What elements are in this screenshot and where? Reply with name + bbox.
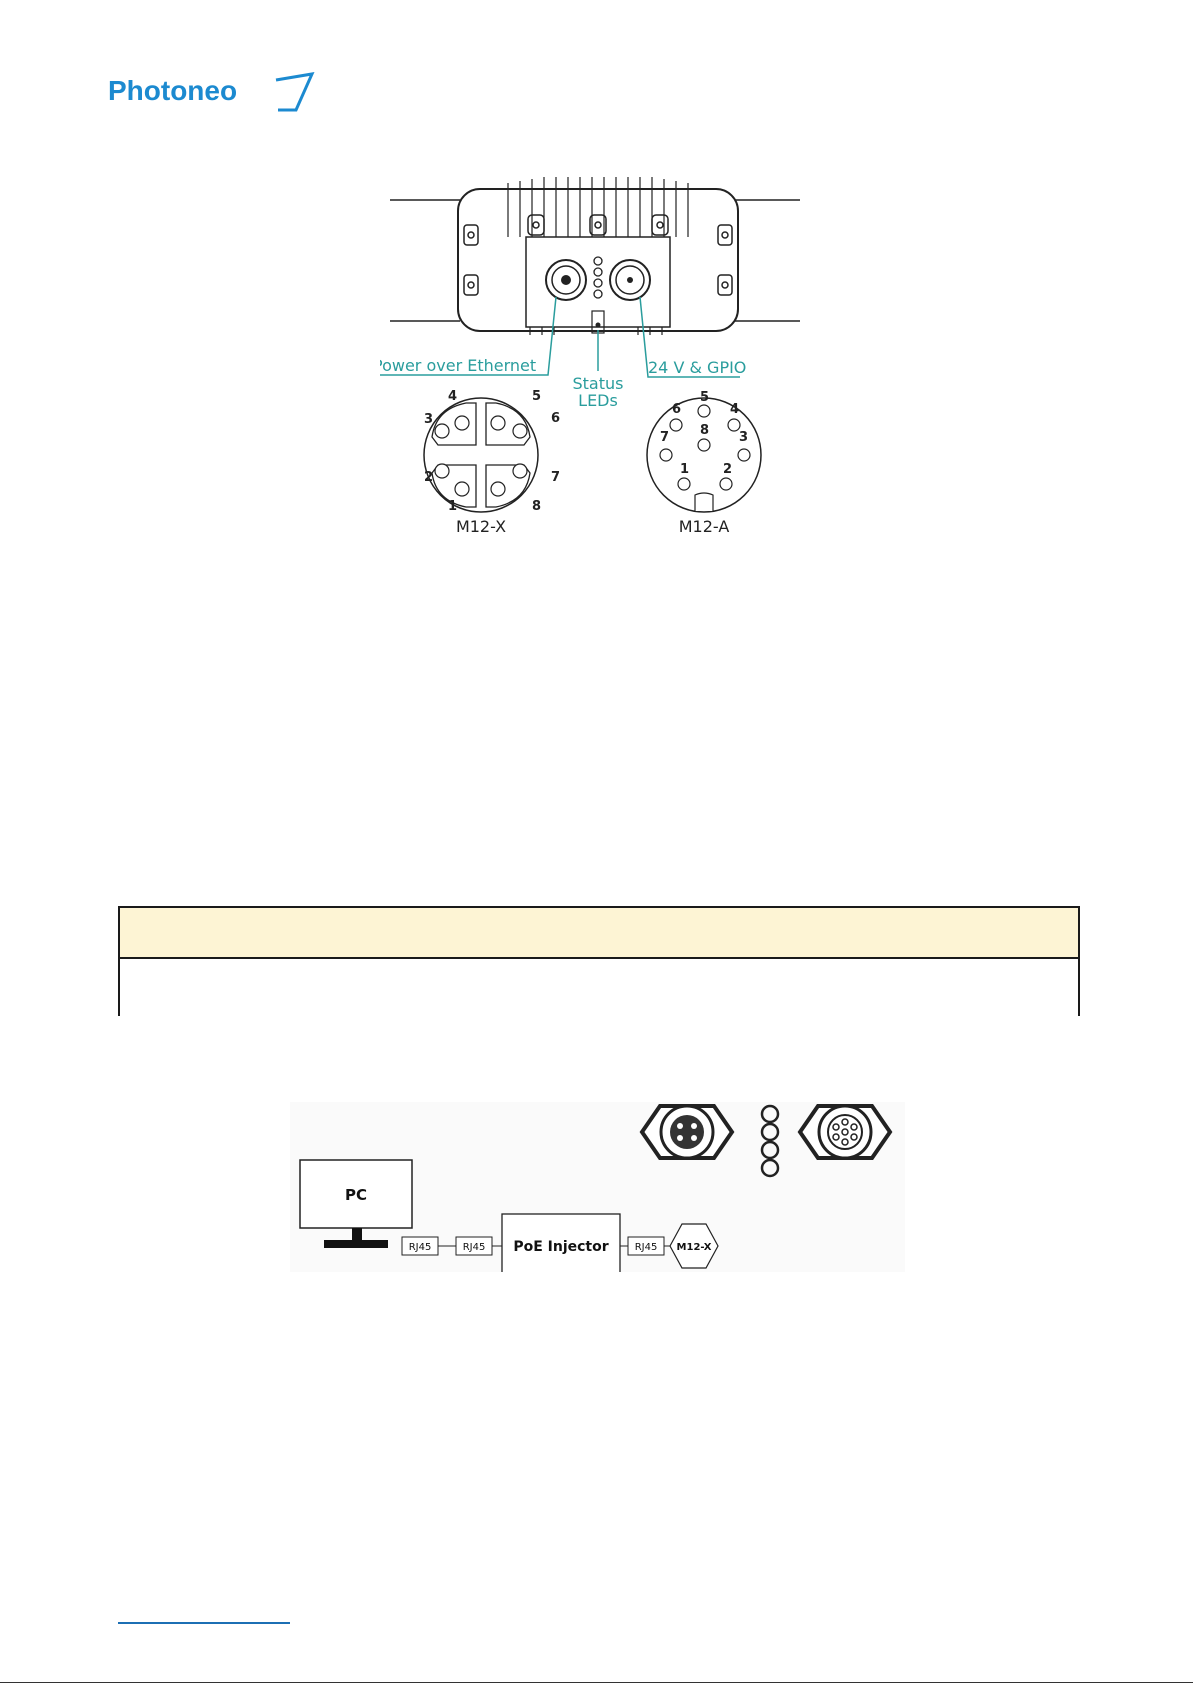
page-bottom-rule [0, 1682, 1193, 1683]
gpio-connector [610, 260, 650, 300]
m12x-pin-7: 7 [551, 470, 561, 485]
m12x-pin-4: 4 [448, 389, 458, 404]
m12x-pin-5: 5 [532, 389, 542, 404]
rj45-label-injector-out: RJ45 [634, 1242, 658, 1253]
gpio-label: 24 V & GPIO [648, 358, 747, 377]
logo-mark-icon [276, 74, 312, 110]
m12a-pin-3: 3 [739, 430, 749, 445]
note-box [118, 906, 1080, 1016]
m12x-pin-1: 1 [448, 499, 458, 514]
m12a-pinout-diagram [647, 390, 761, 536]
m12a-pin-1: 1 [680, 462, 690, 477]
rj45-label-pc: RJ45 [408, 1242, 432, 1253]
status-label-line2: LEDs [578, 391, 618, 410]
poe-injector-label: PoE Injector [513, 1239, 609, 1255]
m12a-pin-2: 2 [723, 462, 733, 477]
m12x-caption: M12-X [455, 517, 507, 536]
status-label-line1: Status [572, 374, 624, 393]
poe-label: Power over Ethernet [380, 356, 537, 375]
m12a-pin-4: 4 [730, 402, 740, 417]
m12x-pin-2: 2 [424, 470, 434, 485]
m12x-pin-3: 3 [424, 412, 434, 427]
m12x-pin-8: 8 [532, 499, 542, 514]
m12a-pin-8: 8 [700, 423, 710, 438]
m12a-pin-5: 5 [700, 390, 710, 405]
poe-connector [546, 260, 586, 300]
m12x-pin-6: 6 [551, 411, 561, 426]
logo-text: Photoneo [108, 75, 238, 106]
photoneo-logo [108, 70, 318, 116]
m12a-pin-7: 7 [660, 430, 670, 445]
note-body [120, 959, 1078, 1016]
connector-panel-figure [380, 175, 820, 550]
m12x-hex-label: M12-X [676, 1242, 712, 1253]
footer-link-underline[interactable] [118, 1622, 290, 1624]
wiring-diagram-figure [290, 1102, 905, 1272]
pc-label: PC [344, 1186, 368, 1204]
note-header [120, 908, 1078, 959]
m12x-pinout-diagram [424, 389, 560, 536]
m12a-pin-6: 6 [672, 402, 682, 417]
m12a-caption: M12-A [678, 517, 730, 536]
rj45-label-injector-in: RJ45 [462, 1242, 486, 1253]
